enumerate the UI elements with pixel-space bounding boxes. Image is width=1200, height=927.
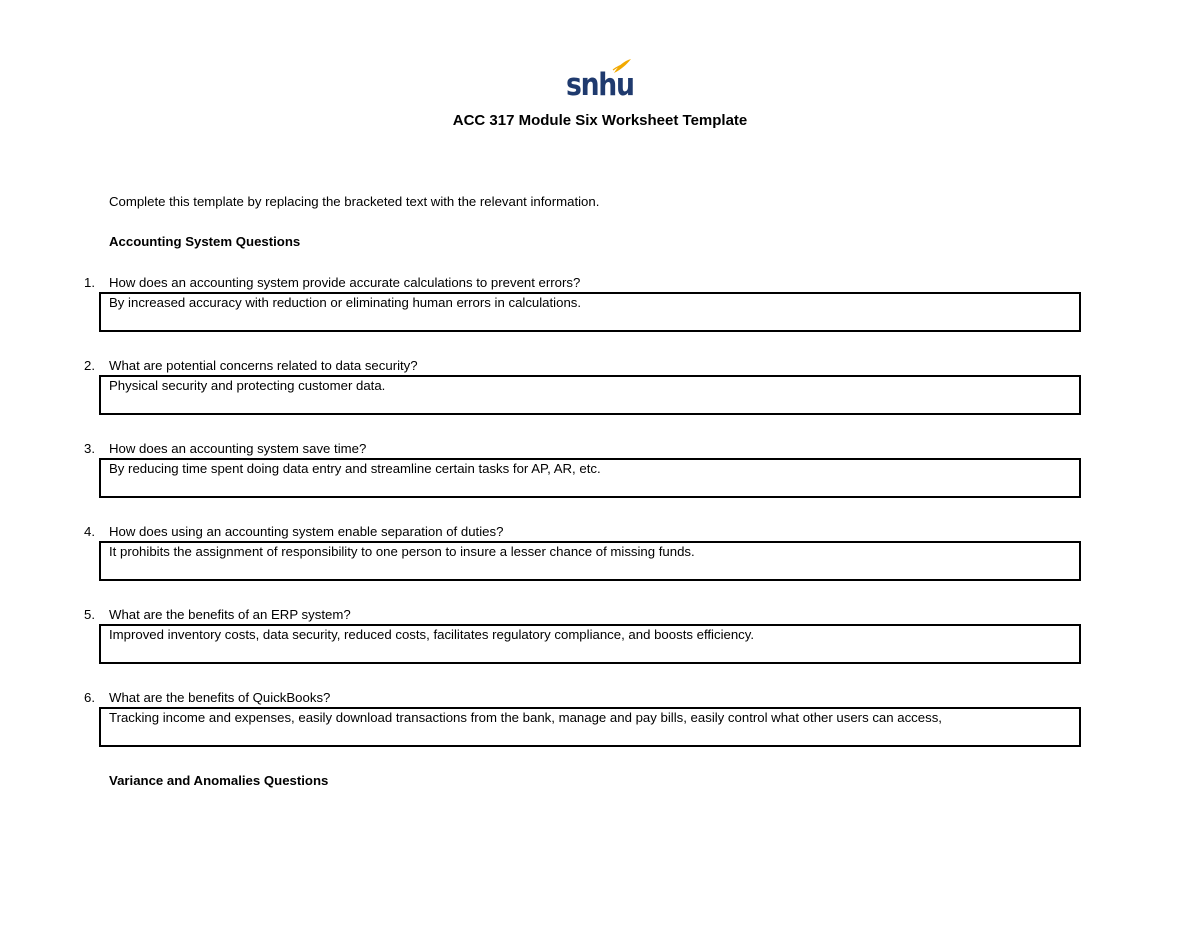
question-text: What are the benefits of QuickBooks? <box>109 690 331 705</box>
question-text: How does an accounting system provide accurate calculations to prevent errors? <box>109 275 581 290</box>
section-heading-accounting: Accounting System Questions <box>109 234 301 249</box>
question-text: How does an accounting system save time? <box>109 441 367 456</box>
answer-box[interactable] <box>99 541 1081 581</box>
answer-box[interactable] <box>99 458 1081 498</box>
question-text: What are potential concerns related to data security? <box>109 358 418 373</box>
instructions-text: Complete this template by replacing the bracketed text with the relevant information. <box>109 194 600 209</box>
answer-box[interactable] <box>99 707 1081 747</box>
section-heading-variance: Variance and Anomalies Questions <box>109 773 329 788</box>
answer-text: By reducing time spent doing data entry and streamline certain tasks for AP, AR, etc. <box>109 461 601 476</box>
question-number: 1. <box>84 275 95 290</box>
answer-box[interactable] <box>99 292 1081 332</box>
question-number: 6. <box>84 690 95 705</box>
question-number: 5. <box>84 607 95 622</box>
question-number: 2. <box>84 358 95 373</box>
question-number: 4. <box>84 524 95 539</box>
answer-text: It prohibits the assignment of responsibility to one person to insure a lesser chance of missing funds. <box>109 544 695 559</box>
answer-text: Physical security and protecting customer data. <box>109 378 386 393</box>
question-number: 3. <box>84 441 95 456</box>
snhu-logo <box>566 58 632 102</box>
question-text: What are the benefits of an ERP system? <box>109 607 351 622</box>
answer-box[interactable] <box>99 624 1081 664</box>
answer-text: Improved inventory costs, data security, reduced costs, facilitates regulatory compliance, and boosts efficiency. <box>109 627 755 642</box>
answer-text: By increased accuracy with reduction or eliminating human errors in calculations. <box>109 295 582 310</box>
answer-box[interactable] <box>99 375 1081 415</box>
document-title: ACC 317 Module Six Worksheet Template <box>452 112 748 129</box>
logo-wordmark: snhu <box>566 67 634 103</box>
answer-text: Tracking income and expenses, easily download transactions from the bank, manage and pay bills, easily control what other users can access, <box>109 710 942 725</box>
question-text: How does using an accounting system enable separation of duties? <box>109 524 504 539</box>
